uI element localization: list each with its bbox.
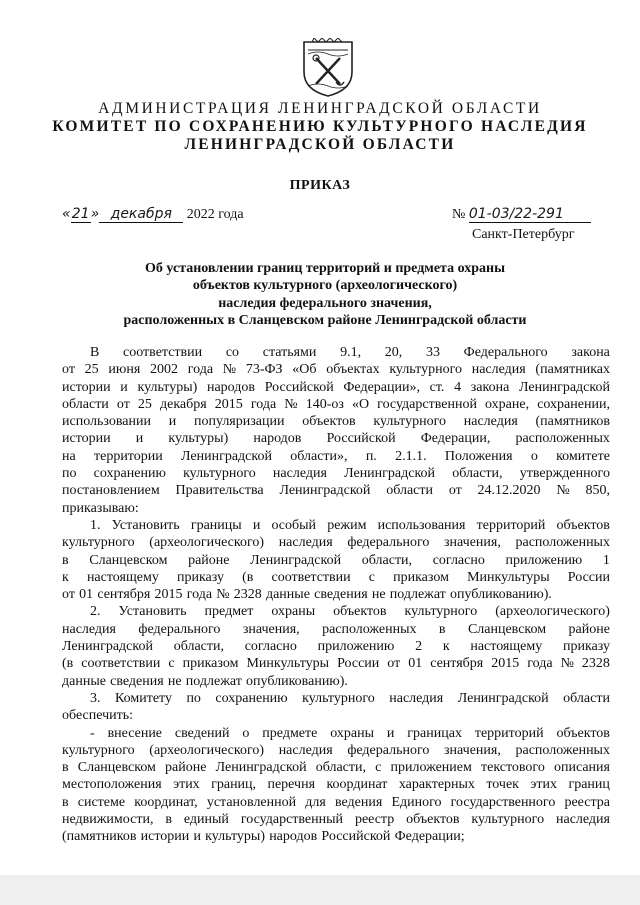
body-word: границ, [211, 777, 257, 793]
body-line [62, 621, 610, 638]
body-word: (археологического) [149, 742, 265, 758]
body-word: о [242, 725, 250, 741]
body-word: 01 [79, 587, 94, 603]
body-word: 33 [425, 345, 440, 360]
number-prefix: № [452, 207, 466, 222]
body-word: России [567, 569, 610, 585]
body-word: культурного [183, 466, 256, 482]
body-word: ст. [429, 379, 445, 395]
body-word: (памятников [62, 829, 137, 845]
body-word: характерных [398, 777, 475, 793]
header-administration: АДМИНИСТРАЦИЯ ЛЕНИНГРАДСКОЙ ОБЛАСТИ [98, 100, 542, 117]
body-word: данные [62, 673, 106, 689]
title-line: расположенных в Сланцевском районе Ленинградской области [123, 313, 527, 329]
body-word: народов [269, 829, 318, 845]
body-word: государственной [377, 396, 477, 412]
body-word: народов [206, 379, 256, 395]
body-word: Ленинградской [344, 466, 436, 482]
body-word: (археологического) [495, 604, 610, 620]
body-line [62, 344, 610, 361]
body-word: от [62, 587, 75, 603]
body-word: культуры) [168, 431, 229, 447]
body-word: статьями [262, 345, 317, 360]
body-word: приложению [505, 552, 583, 568]
body-word: утвержденного [519, 466, 610, 482]
body-word: недвижимости, [62, 812, 154, 828]
body-word: опубликованию). [246, 673, 348, 689]
body-word: № [556, 483, 570, 499]
body-word: наследия [389, 690, 444, 706]
body-word: предмете [262, 725, 318, 741]
body-word: со [225, 345, 240, 360]
body-word: реестра [564, 794, 610, 810]
body-word: 20, [384, 345, 403, 360]
body-word: года [187, 362, 214, 378]
body-word: Ленинградской [279, 483, 371, 499]
document-city: Санкт-Петербург [472, 227, 575, 242]
body-word: и [386, 725, 395, 741]
body-line [62, 552, 610, 569]
body-word: (памятников [535, 414, 610, 430]
body-word: опубликованию). [450, 587, 552, 603]
body-word: наследия [278, 535, 333, 551]
body-word: расположенных [515, 431, 610, 447]
body-line [62, 361, 610, 378]
body-word: территории [93, 448, 163, 464]
body-word: 2328 [233, 587, 262, 603]
body-line [62, 517, 610, 534]
body-word: объектов [556, 517, 610, 533]
body-word: значения, [242, 621, 300, 637]
body-word: Установить [111, 517, 180, 533]
body-word: постановлением [62, 483, 160, 499]
body-word: культурного [389, 362, 462, 378]
body-word: не [167, 673, 182, 689]
title-line: Об установлении границ территорий и предмета охраны [144, 261, 506, 276]
body-word: Ленинградской [62, 639, 153, 655]
body-word: федерального [347, 742, 430, 758]
body-word: границ [568, 777, 610, 793]
body-word: и [135, 431, 144, 447]
body-word: 2015 [491, 656, 520, 672]
body-word: по [186, 690, 201, 706]
body-word: особый [271, 517, 317, 533]
body-word: охраны [330, 725, 375, 741]
body-word: и [120, 379, 128, 395]
body-word: приказу [176, 569, 224, 585]
document-date [62, 206, 244, 223]
body-word: единый [183, 812, 229, 828]
body-word: охраны [271, 604, 316, 620]
body-word: Единого [391, 794, 442, 810]
date-day: 21 [71, 206, 90, 222]
body-word: 9.1, [340, 345, 362, 360]
body-line [62, 482, 610, 499]
body-word: № [560, 656, 574, 672]
body-word: Установить [118, 604, 187, 620]
body-word: года [527, 656, 553, 672]
body-word: федерального [347, 535, 430, 551]
body-word: Минкультуры [246, 656, 330, 672]
body-word: 24.12.2020 [477, 483, 541, 499]
body-word: значения, [444, 535, 501, 551]
body-word: этих [173, 777, 200, 793]
body-word: сентября [430, 656, 484, 672]
body-word: объектов [302, 414, 356, 430]
body-word: области [563, 690, 610, 706]
body-word: 2. [90, 604, 101, 620]
body-word: от [116, 396, 130, 412]
body-word: культурного [302, 690, 375, 706]
body-word: 140-оз [305, 396, 344, 412]
body-word: в [62, 552, 69, 568]
body-word: использования [377, 517, 466, 533]
body-word: районе [568, 621, 610, 637]
body-line [62, 500, 610, 517]
body-word: области, [173, 639, 224, 655]
body-word: и [193, 829, 201, 845]
body-word: сохранению [215, 690, 288, 706]
body-word: внесение [107, 725, 163, 741]
document-number [452, 206, 591, 223]
body-word: 73-ФЗ [245, 362, 283, 378]
body-word: районе [165, 760, 207, 776]
body-line [62, 396, 610, 413]
body-word: В [90, 345, 100, 360]
body-word: 2015 [214, 396, 243, 412]
body-word: 2002 [149, 362, 178, 378]
body-line [62, 742, 610, 759]
body-word: закона [470, 379, 510, 395]
body-word: 4 [454, 379, 462, 395]
body-word: (в [242, 569, 254, 585]
body-word: 2015 [154, 587, 183, 603]
date-year: 2022 года [186, 207, 244, 222]
body-line [62, 448, 610, 465]
body-word: 3. [90, 690, 101, 706]
body-word: описания [553, 760, 610, 776]
body-line [62, 430, 610, 447]
body-word: сведений [174, 725, 230, 741]
body-word: к [442, 639, 450, 655]
number-value: 01-03/22-291 [469, 206, 591, 223]
header-committee: КОМИТЕТ ПО СОХРАНЕНИЮ КУЛЬТУРНОГО НАСЛЕДИЯ [52, 118, 588, 135]
body-line [62, 586, 610, 603]
body-word: июня [108, 362, 141, 378]
body-word: не [371, 587, 386, 603]
body-word: культурного [62, 535, 135, 551]
body-line [62, 413, 610, 430]
body-word: истории [140, 829, 190, 845]
title-line: наследия федерального значения, [218, 295, 432, 311]
body-word: сохранении, [537, 396, 610, 412]
body-word: области», [290, 448, 348, 464]
body-word: в [62, 760, 69, 776]
body-word: предмет [204, 604, 254, 620]
body-line [62, 534, 610, 551]
body-line [62, 776, 610, 793]
body-word: настоящему [86, 569, 159, 585]
body-word: № [222, 362, 237, 378]
body-word: приложением [390, 760, 472, 776]
body-word: (памятниках [535, 362, 610, 378]
body-word: (археологического) [149, 535, 265, 551]
body-word: наследия [272, 466, 327, 482]
body-word: истории [62, 431, 111, 447]
body-word: в [438, 621, 446, 637]
body-word: области [62, 396, 109, 412]
body-word: № [216, 587, 230, 603]
body-word: 2.1.1. [395, 448, 427, 464]
body-word: объектов [556, 725, 610, 741]
body-line [62, 673, 610, 690]
body-word: системе [77, 794, 126, 810]
body-word: года [186, 587, 213, 603]
body-word: - [90, 725, 95, 741]
date-month: декабря [99, 206, 183, 223]
body-word: приказом [393, 569, 449, 585]
body-word: «О [351, 396, 370, 412]
body-word: Ленинградской [250, 552, 342, 568]
body-word: приложению [317, 639, 395, 655]
body-word: Федерации», [343, 379, 420, 395]
body-word: для [305, 794, 326, 810]
body-word: Сланцевском [77, 760, 156, 776]
body-word: Ленинградской [215, 760, 307, 776]
body-word: расположенных [515, 535, 610, 551]
body-word: Российской [326, 431, 396, 447]
body-word: и [252, 517, 261, 533]
body-word: России [337, 656, 380, 672]
body-word: Положения [444, 448, 513, 464]
body-line [62, 794, 610, 811]
body-word: 1 [602, 552, 610, 568]
body-word: данные [265, 587, 310, 603]
body-word: 2 [415, 639, 423, 655]
body-line [62, 828, 610, 845]
date-open-quote: « [62, 206, 71, 222]
body-word: п. [365, 448, 377, 464]
body-word: перечня [267, 777, 316, 793]
body-word: культурного [373, 414, 447, 430]
body-word: в [165, 812, 172, 828]
body-word: 1. [90, 517, 101, 533]
body-word: сведения [314, 587, 368, 603]
body-word: приказом [182, 656, 239, 672]
body-word: культуры) [137, 379, 198, 395]
body-word: сведения [110, 673, 164, 689]
body-word: на [62, 448, 76, 464]
body-word: обеспечить: [62, 708, 133, 724]
body-word: границы [190, 517, 242, 533]
body-word: расположенных [515, 742, 610, 758]
coat-of-arms-icon [300, 38, 356, 98]
body-word: использовании [62, 414, 151, 430]
body-line [62, 603, 610, 620]
body-line [62, 638, 610, 655]
body-word: области [386, 483, 434, 499]
body-word: наследия [555, 812, 610, 828]
header-region: ЛЕНИНГРАДСКОЙ ОБЛАСТИ [184, 136, 456, 153]
date-close-quote: » [90, 206, 100, 222]
body-word: «Об [292, 362, 317, 378]
body-word: закона [571, 345, 610, 360]
body-word: этих [530, 777, 558, 793]
scan-bottom-edge [0, 875, 640, 905]
document-body [62, 344, 610, 846]
body-word: года [250, 396, 277, 412]
body-word: объектов [333, 604, 387, 620]
body-word: текстового [480, 760, 545, 776]
body-word: координат, [134, 794, 198, 810]
body-word: культурного [404, 604, 478, 620]
body-word: наследия [471, 362, 526, 378]
body-line [62, 759, 610, 776]
body-word: декабря [159, 396, 207, 412]
body-word: объектов [406, 812, 460, 828]
body-word: расположенных [322, 621, 417, 637]
body-word: согласно [244, 639, 297, 655]
body-word: культурного [62, 742, 135, 758]
body-word: Комитету [114, 690, 172, 706]
body-word: от [448, 483, 462, 499]
body-word: о [530, 448, 538, 464]
document-type: ПРИКАЗ [289, 178, 351, 193]
body-word: государственного [450, 794, 556, 810]
body-word: охране, [485, 396, 530, 412]
body-word: границах [407, 725, 462, 741]
body-word: районе [188, 552, 230, 568]
body-word: государственный [240, 812, 344, 828]
title-line: объектов культурного (археологического) [192, 278, 458, 294]
body-word: культурного [471, 812, 545, 828]
body-word: координат [326, 777, 388, 793]
body-word: с [368, 569, 375, 585]
body-word: подлежат [185, 673, 242, 689]
body-line [62, 725, 610, 742]
body-word: № [284, 396, 298, 412]
body-word: в [62, 794, 69, 810]
body-line [62, 707, 610, 724]
body-line [62, 569, 610, 586]
body-word: культуры) [205, 829, 265, 845]
body-word: приказываю: [62, 500, 139, 516]
body-word: от [387, 656, 401, 672]
body-word: 25 [137, 396, 152, 412]
body-word: 2328 [581, 656, 610, 672]
body-word: к [62, 569, 69, 585]
body-word: федерального [138, 621, 221, 637]
body-word: и [168, 414, 177, 430]
body-word: реестр [354, 812, 395, 828]
body-word: объектах [326, 362, 380, 378]
body-word: точек [486, 777, 519, 793]
body-word: популяризации [193, 414, 285, 430]
body-word: соответствии [123, 345, 203, 360]
body-word: значения, [444, 742, 501, 758]
body-word: установленной [206, 794, 297, 810]
body-word: комитете [556, 448, 610, 464]
document-title [95, 260, 555, 330]
body-word: подлежат [389, 587, 446, 603]
body-word: 01 [408, 656, 423, 672]
body-line [62, 811, 610, 828]
body-word: области, [361, 552, 413, 568]
body-word: Федерации; [394, 829, 465, 845]
body-word: территорий [474, 725, 544, 741]
body-word: Сланцевском [467, 621, 547, 637]
body-line [62, 690, 610, 707]
body-word: от [62, 362, 75, 378]
body-word: 25 [84, 362, 99, 378]
body-word: области, [315, 760, 366, 776]
body-word: с [168, 656, 175, 672]
body-word: Российской [264, 379, 334, 395]
body-word: территорий [476, 517, 546, 533]
body-line [62, 379, 610, 396]
body-word: соответствии [81, 656, 161, 672]
body-word: режим [327, 517, 367, 533]
body-word: Российской [321, 829, 391, 845]
body-word: 850, [585, 483, 610, 499]
body-word: Ленинградской [457, 690, 549, 706]
body-word: Федерального [463, 345, 548, 360]
body-word: Сланцевском [89, 552, 168, 568]
body-word: по [62, 466, 77, 482]
body-word: настоящему [470, 639, 543, 655]
body-word: местоположения [62, 777, 162, 793]
body-word: соответствии [271, 569, 351, 585]
body-word: истории [62, 379, 111, 395]
body-word: с [375, 760, 382, 776]
body-word: народов [253, 431, 302, 447]
body-word: наследия [463, 414, 518, 430]
body-word: приказу [562, 639, 610, 655]
body-word: ведения [334, 794, 383, 810]
body-line [62, 465, 610, 482]
body-word: сентября [97, 587, 151, 603]
body-word: (в [62, 656, 74, 672]
body-word: наследия [278, 742, 333, 758]
body-word: Минкультуры [467, 569, 550, 585]
body-word: Правительства [175, 483, 264, 499]
body-word: Федерации, [420, 431, 491, 447]
body-word: Ленинградской [181, 448, 272, 464]
body-word: области, [452, 466, 503, 482]
body-line [62, 655, 610, 672]
body-word: Ленинградской [519, 379, 610, 395]
body-word: наследия [62, 621, 116, 637]
body-word: согласно [432, 552, 485, 568]
body-word: сохранению [93, 466, 166, 482]
